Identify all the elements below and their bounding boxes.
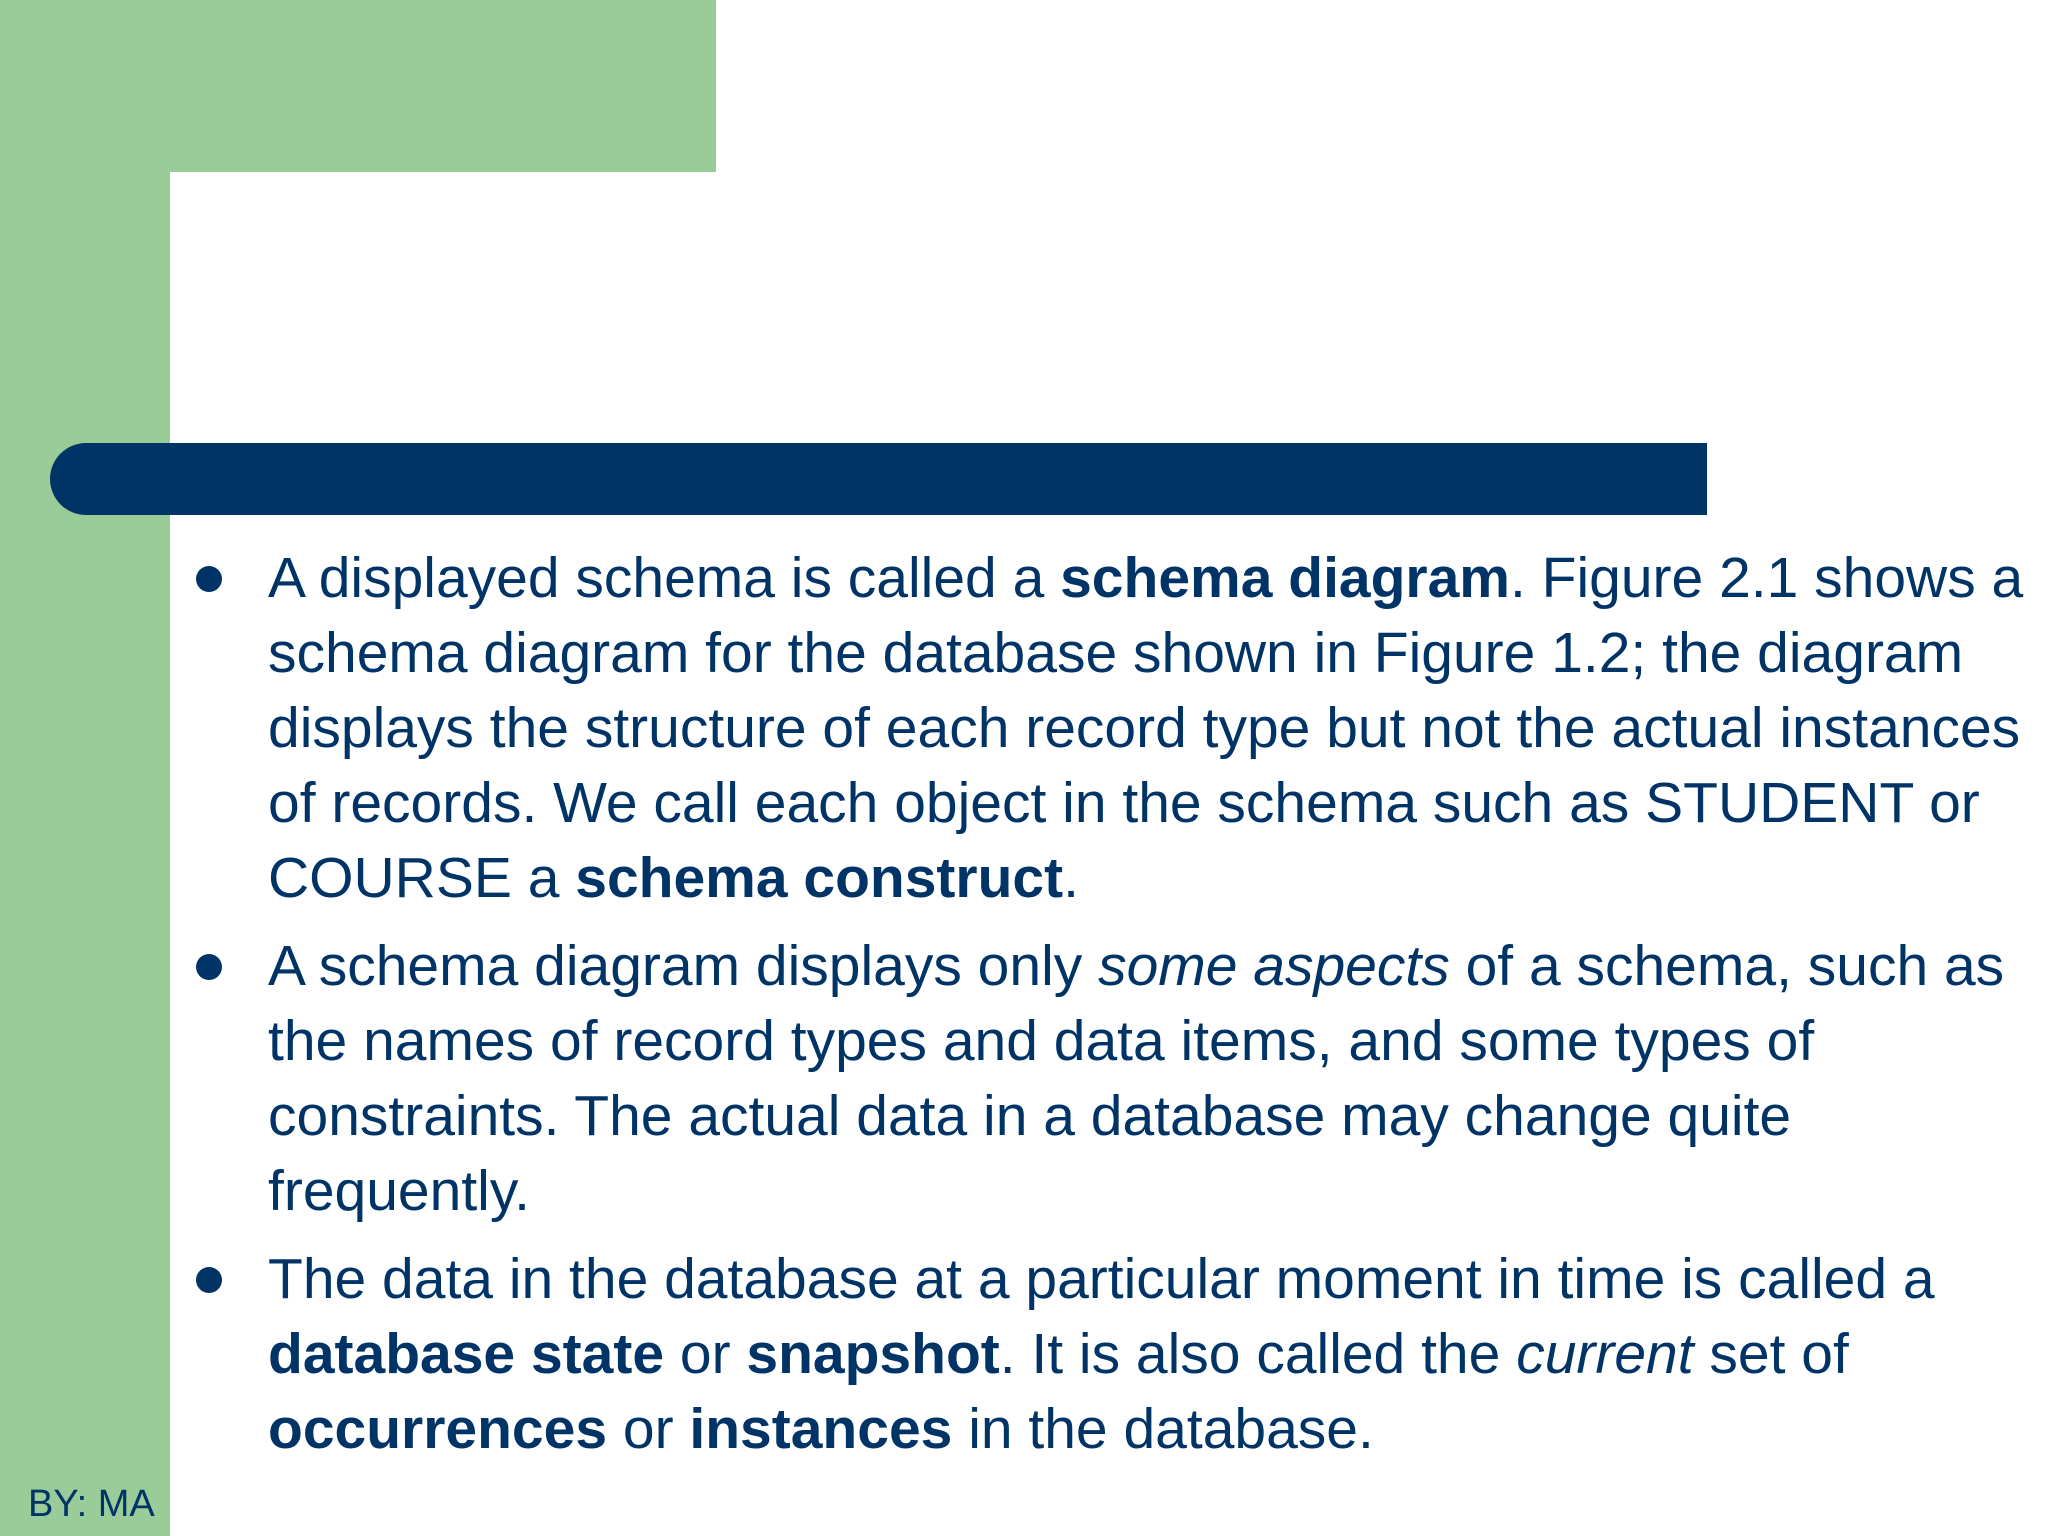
bullet-item	[190, 929, 2040, 1229]
bullet-list	[190, 541, 2040, 1480]
text-run-bold: database state	[268, 1322, 665, 1386]
text-run: .	[1063, 846, 1079, 910]
bullet-item	[190, 1242, 2040, 1467]
text-run: A displayed schema is called a	[268, 546, 1061, 610]
text-run: . Figure 2.1 shows a schema diagram for the database shown in Figure 1.2; the diagram displays the structure of each record type but not the actual instances of records. We call each object in the schema such as STUDENT or COURSE a	[268, 546, 2024, 910]
bullet-item	[190, 541, 2040, 916]
text-run: . It is also called the	[999, 1322, 1517, 1386]
text-run-bold: schema construct	[575, 846, 1064, 910]
green-top-band	[0, 0, 716, 172]
bullet-text	[268, 1247, 1935, 1461]
text-run: or	[664, 1322, 747, 1386]
bullet-dot-icon	[196, 566, 222, 592]
bullet-text	[268, 934, 2004, 1223]
footer-author: BY: MA	[28, 1483, 155, 1525]
text-run-bold: occurrences	[268, 1397, 608, 1461]
text-run-italic: some aspects	[1098, 934, 1450, 998]
bullet-dot-icon	[196, 954, 222, 980]
text-run-bold: schema diagram	[1060, 546, 1510, 610]
bullet-text	[268, 546, 2023, 910]
text-run: set of	[1693, 1322, 1849, 1386]
text-run: of a schema, such as the names of record types and data items, and some types of constraints. The actual data in a database may change quite frequently.	[268, 934, 2005, 1223]
text-run-bold: instances	[689, 1397, 953, 1461]
text-run: A schema diagram displays only	[268, 934, 1099, 998]
green-side-band	[0, 0, 170, 1536]
title-bar	[50, 443, 1707, 515]
text-run: The data in the database at a particular moment in time is called a	[268, 1247, 1935, 1311]
text-run: in the database.	[952, 1397, 1374, 1461]
text-run-italic: current	[1516, 1322, 1694, 1386]
bullet-dot-icon	[196, 1267, 222, 1293]
text-run: or	[607, 1397, 690, 1461]
text-run-bold: snapshot	[746, 1322, 1000, 1386]
